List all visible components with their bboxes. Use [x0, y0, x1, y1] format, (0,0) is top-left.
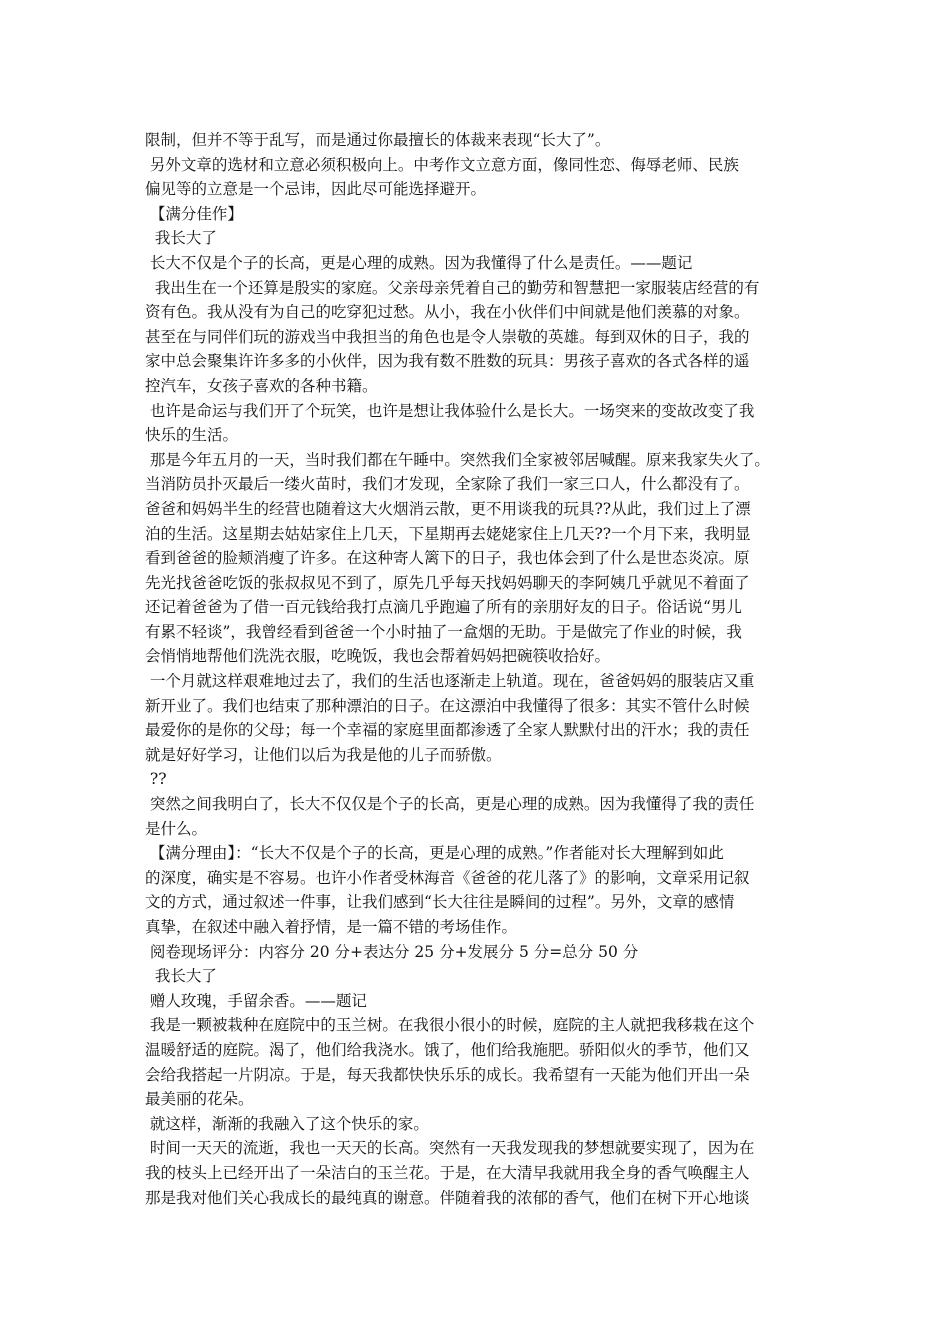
text-line: 会给我搭起一片阴凉。于是，每天我都快快乐乐的成长。我希望有一天能为他们开出一朵 — [145, 1065, 750, 1084]
text-line: 我的枝头上已经开出了一朵洁白的玉兰花。于是，在大清早我就用我全身的香气唤醒主人 — [145, 1163, 750, 1182]
text-line: 突然之间我明白了，长大不仅仅是个子的长高，更是心理的成熟。因为我懂得了我的责任 — [145, 795, 755, 814]
text-line: 那是今年五月的一天，当时我们都在午睡中。突然我们全家被邻居喊醒。原来我家失火了。 — [145, 450, 770, 469]
text-line: 当消防员扑灭最后一缕火苗时，我们才发现，全家除了我们一家三口人，什么都没有了。 — [145, 475, 750, 494]
text-line: 【满分佳作】 — [145, 204, 243, 223]
text-line: 爸爸和妈妈半生的经营也随着这大火烟消云散，更不用谈我的玩具??从此，我们过上了漂 — [145, 499, 751, 518]
text-line: 看到爸爸的脸颊消瘦了许多。在这种寄人篱下的日子，我也体会到了什么是世态炎凉。原 — [145, 549, 750, 568]
text-line: 有累不轻谈”，我曾经看到爸爸一个小时抽了一盒烟的无助。于是做完了作业的时候，我 — [145, 622, 742, 641]
text-line: 控汽车，女孩子喜欢的各种书籍。 — [145, 376, 378, 395]
text-line: 甚至在与同伴们玩的游戏当中我担当的角色也是令人崇敬的英雄。每到双休的日子，我的 — [145, 327, 750, 346]
text-line: 会悄悄地帮他们洗洗衣服，吃晚饭，我也会帮着妈妈把碗筷收拾好。 — [145, 647, 611, 666]
text-line: 文的方式，通过叙述一件事，让我们感到“长大往往是瞬间的过程”。另外，文章的感情 — [145, 893, 735, 912]
text-line: 家中总会聚集许许多多的小伙伴，因为我有数不胜数的玩具：男孩子喜欢的各式各样的遥 — [145, 352, 750, 371]
text-line: 我出生在一个还算是殷实的家庭。父亲母亲凭着自己的勤劳和智慧把一家服装店经营的有 — [145, 278, 760, 297]
text-line: 我长大了 — [145, 229, 217, 248]
text-line: 最美丽的花朵。 — [145, 1090, 254, 1109]
text-line: 资有色。我从没有为自己的吃穿犯过愁。从小，我在小伙伴们中间就是他们羡慕的对象。 — [145, 303, 750, 322]
text-line: 偏见等的立意是一个忌讳，因此尽可能选择避开。 — [145, 180, 487, 199]
text-line: 我长大了 — [145, 967, 217, 986]
text-line: 真挚，在叙述中融入着抒情，是一篇不错的考场佳作。 — [145, 918, 518, 936]
text-line: 时间一天天的流逝，我也一天天的长高。突然有一天我发现我的梦想就要实现了，因为在 — [145, 1139, 755, 1158]
text-line: 的深度，确实是不容易。也许小作者受林海音《爸爸的花儿落了》的影响，文章采用记叙 — [145, 868, 750, 887]
text-line: 是什么。 — [145, 819, 208, 838]
text-line: 新开业了。我们也结束了那种漂泊的日子。在这漂泊中我懂得了很多：其实不管什么时候 — [145, 696, 750, 715]
text-line: ?? — [145, 770, 167, 789]
text-line: 温暖舒适的庭院。渴了，他们给我浇水。饿了，他们给我施肥。骄阳似火的季节，他们又 — [145, 1040, 750, 1059]
text-line: 限制，但并不等于乱写，而是通过你最擅长的体裁来表现“长大了”。 — [145, 131, 611, 149]
text-line: 另外文章的选材和立意必须积极向上。中考作文立意方面，像同性恋、侮辱老师、民族 — [145, 155, 739, 174]
text-line: 快乐的生活。 — [145, 426, 239, 445]
text-line: 一个月就这样艰难地过去了，我们的生活也逐渐走上轨道。现在，爸爸妈妈的服装店又重 — [145, 672, 755, 691]
text-line: 赠人玫瑰，手留余香。——题记 — [145, 991, 367, 1010]
text-line: 阅卷现场评分：内容分 20 分+表达分 25 分+发展分 5 分=总分 50 分 — [145, 942, 639, 961]
text-line: 就这样，渐渐的我融入了这个快乐的家。 — [145, 1114, 429, 1133]
text-line: 就是好好学习，让他们以后为我是他的儿子而骄傲。 — [145, 745, 502, 764]
text-line: 先光找爸爸吃饭的张叔叔见不到了，原先几乎每天找妈妈聊天的李阿姨几乎就见不着面了 — [145, 573, 750, 592]
text-line: 【满分理由】：“长大不仅是个子的长高，更是心理的成熟。”作者能对长大理解到如此 — [145, 844, 724, 863]
text-line: 泊的生活。这星期去姑姑家住上几天，下星期再去姥姥家住上几天??一个月下来，我明显 — [145, 524, 751, 543]
text-line: 我是一颗被栽种在庭院中的玉兰树。在我很小很小的时候，庭院的主人就把我移栽在这个 — [145, 1016, 755, 1035]
text-line: 长大不仅是个子的长高，更是心理的成熟。因为我懂得了什么是责任。——题记 — [145, 253, 693, 272]
text-line: 也许是命运与我们开了个玩笑，也许是想让我体验什么是长大。一场突来的变故改变了我 — [145, 401, 755, 420]
document-page — [145, 128, 825, 1210]
text-line: 最爱你的是你的父母；每一个幸福的家庭里面都渗透了全家人默默付出的汗水；我的责任 — [145, 721, 750, 740]
text-line: 那是我对他们关心我成长的最纯真的谢意。伴随着我的浓郁的香气，他们在树下开心地谈 — [145, 1188, 750, 1207]
text-line: 还记着爸爸为了借一百元钱给我打点滴几乎跑遍了所有的亲朋好友的日子。俗话说“男儿 — [145, 598, 742, 617]
